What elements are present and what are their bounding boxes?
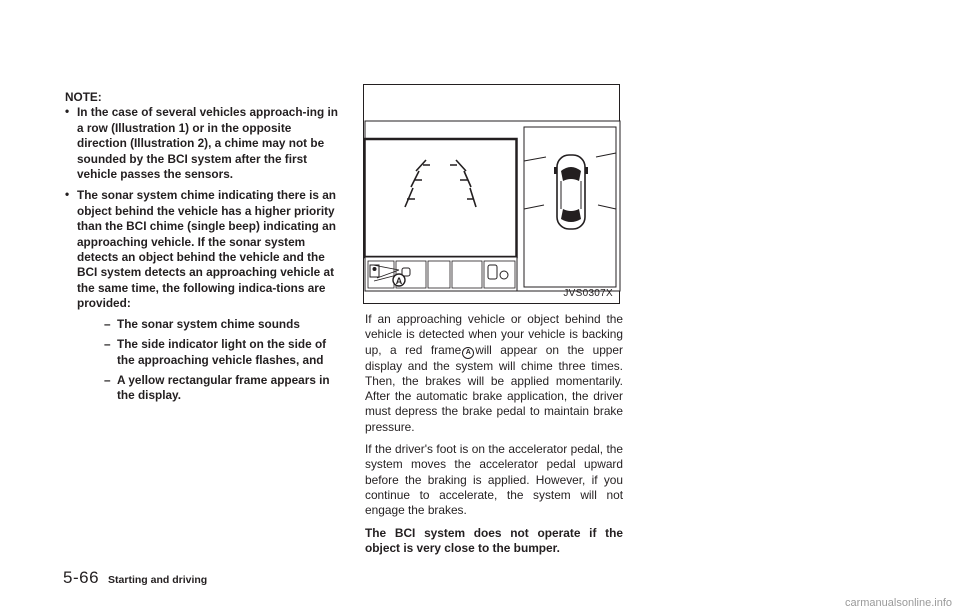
dash-icon: – [104,337,111,352]
note-sub-item-3 [77,373,341,404]
page-number: 5-66 [63,568,100,587]
display-diagram [364,85,621,305]
dash-icon: – [104,372,111,387]
paragraph-3: The BCI system does not operate if the object is very close to the bumper. [365,525,623,555]
note-title: NOTE: [65,90,102,104]
bullet-dot-icon: • [65,104,70,119]
sub-item-text: The sonar system chime sounds [117,316,300,331]
sub-item-text: The side indicator light on the side of the approaching vehicle flashes, and [117,337,327,367]
note-sub-item-2 [77,337,341,368]
paragraph-1-before: If an approaching vehicle or object behind the vehicle is detected when your vehicle is backing up, a red frame [365,312,623,357]
page-footer [63,568,207,588]
paragraph-2: If the driver's foot is on the accelerator pedal, the system moves the accelerator pedal upward before the braking is applied. However, if you continue to accelerate, the system will not engage the brakes. [365,442,623,518]
paragraph-1-after: will appear on the upper display and the system will chime three times. Then, the brakes will be applied momentarily. After the automatic brake application, the driver must depress the brake pedal to maintain brake pressure. [365,342,623,434]
car-top-view [554,155,588,229]
note-bullet-text: The sonar system chime indicating there is an object behind the vehicle has a higher priority than the BCI chime (single beep) indicating an approaching vehicle. If the sonar system detects an object behind the vehicle and the BCI system detects an approaching vehicle at the same time, the following indica-tions are provided: [77,188,336,311]
note-bullet-2 [65,188,341,403]
display-illustration [363,84,620,304]
watermark: carmanualsonline.info [844,597,952,609]
dash-icon: – [104,316,111,331]
callout-a: A [395,276,403,286]
body-text [365,312,623,563]
section-name: Starting and driving [108,574,208,586]
bullet-dot-icon: • [65,187,70,202]
callout-a-icon: A [462,347,474,359]
sub-item-text: A yellow rectangular frame appears in the display. [117,372,330,403]
note-bullet-text: In the case of several vehicles approach-ing in a row (Illustration 1) or in the opposite direction (Illustration 2), a chime may not be sounded by the BCI system after the first vehicle passes the sensors. [77,105,338,182]
red-frame [365,139,517,257]
note-bullet-1 [65,105,341,182]
note-section [65,90,341,410]
note-sub-item-1 [77,317,341,332]
paragraph-1 [365,312,623,435]
figure-code: JVS0307X [563,288,613,299]
